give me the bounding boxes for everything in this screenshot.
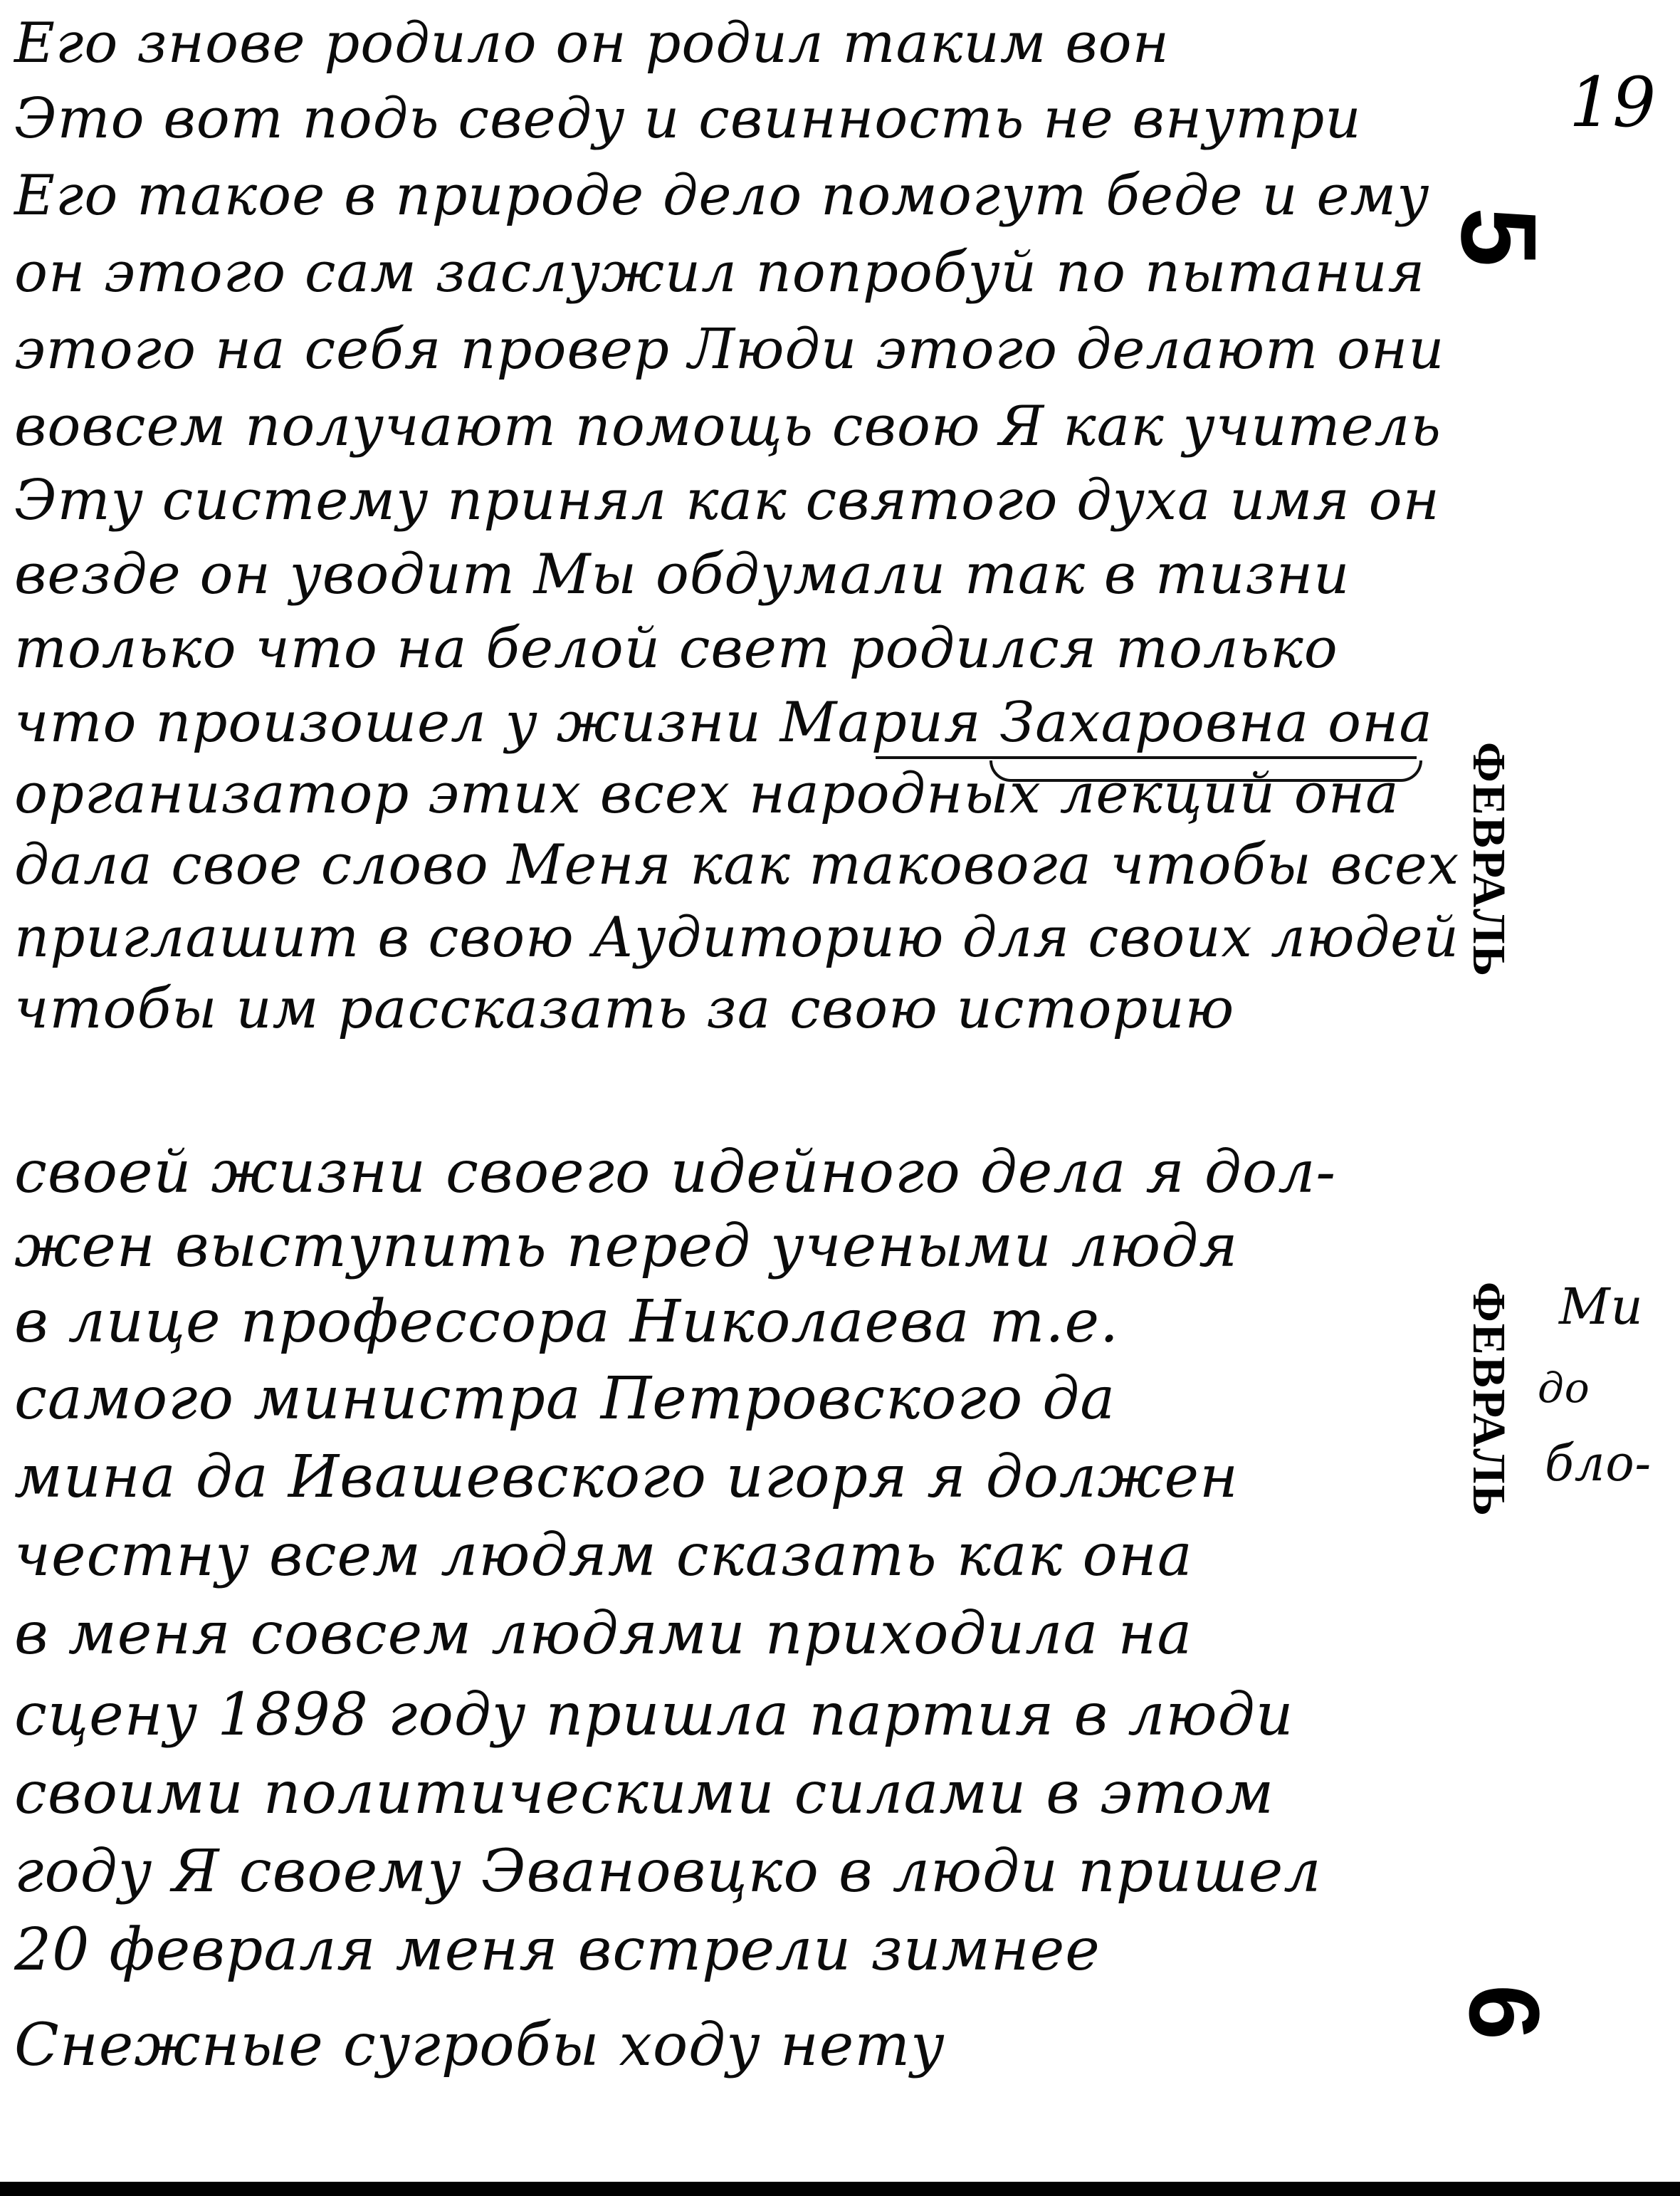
top-line-14: чтобы им рассказать за свою историю (14, 977, 1235, 1041)
top-line-6: вовсем получают помощь свою Я как учитель (14, 394, 1442, 459)
bottom-line-5: мина да Ивашевского игоря я должен (14, 1443, 1239, 1511)
margin-note-2: до (1538, 1364, 1590, 1412)
top-line-5: этого на себя провер Люди этого делают они (14, 318, 1445, 382)
top-line-4: он этого сам заслужил попробуй по пытания (14, 241, 1426, 305)
bottom-line-2: жен выступить перед учеными людя (14, 1213, 1239, 1280)
bottom-line-6: честну всем людям сказать как она (14, 1522, 1193, 1589)
scan-bottom-edge (0, 2182, 1680, 2196)
bottom-side-label: ФЕВРАЛЬ (1463, 1282, 1515, 1518)
top-line-3: Его такое в природе дело помогут беде и ему (14, 164, 1430, 228)
corner-page-number: 19 (1569, 63, 1657, 142)
bottom-line-9: своими политическими силами в этом (14, 1760, 1275, 1827)
top-line-12: дала свое слово Меня как таковога чтобы всех (14, 833, 1460, 897)
bottom-line-3: в лице профессора Николаева т.е. (14, 1288, 1120, 1356)
top-line-8: везде он уводит Мы обдумали так в тизни (14, 543, 1350, 607)
top-line-7: Эту систему принял как святого духа имя он (14, 469, 1440, 533)
bottom-line-8: сцену 1898 году пришла партия в люди (14, 1681, 1294, 1749)
name-brace (989, 760, 1422, 782)
margin-note-3: бло- (1545, 1434, 1652, 1492)
top-line-11: организатор этих всех народных лекций она (14, 762, 1400, 826)
top-line-9: только что на белой свет родился только (14, 617, 1338, 681)
top-line-1: Его знове родило он родил таким вон (14, 11, 1170, 75)
bottom-line-12: Снежные сугробы ходу нету (14, 2012, 945, 2079)
bottom-line-7: в меня совсем людями приходила на (14, 1600, 1193, 1668)
top-line-2: Это вот подь сведу и свинность не внутри (14, 87, 1362, 151)
bottom-page-number: 6 (1448, 1985, 1560, 2040)
bottom-line-11: 20 февраля меня встрели зимнее (14, 1916, 1101, 1984)
bottom-line-10: году Я своему Эвановцко в люди пришел (14, 1838, 1322, 1905)
margin-note-1: Ми (1559, 1277, 1644, 1336)
bottom-line-1: своей жизни своего идейного дела я дол- (14, 1139, 1337, 1206)
sheet-gap (0, 1047, 1680, 1125)
top-side-label: ФЕВРАЛЬ (1463, 742, 1515, 978)
top-page-number: 5 (1439, 207, 1559, 267)
top-line-13: приглашит в свою Аудиторию для своих людей (14, 906, 1459, 970)
bottom-line-4: самого министра Петровского да (14, 1365, 1116, 1433)
name-underline (876, 756, 1417, 759)
top-line-10: что произошел у жизни Мария Захаровна она (14, 691, 1433, 755)
